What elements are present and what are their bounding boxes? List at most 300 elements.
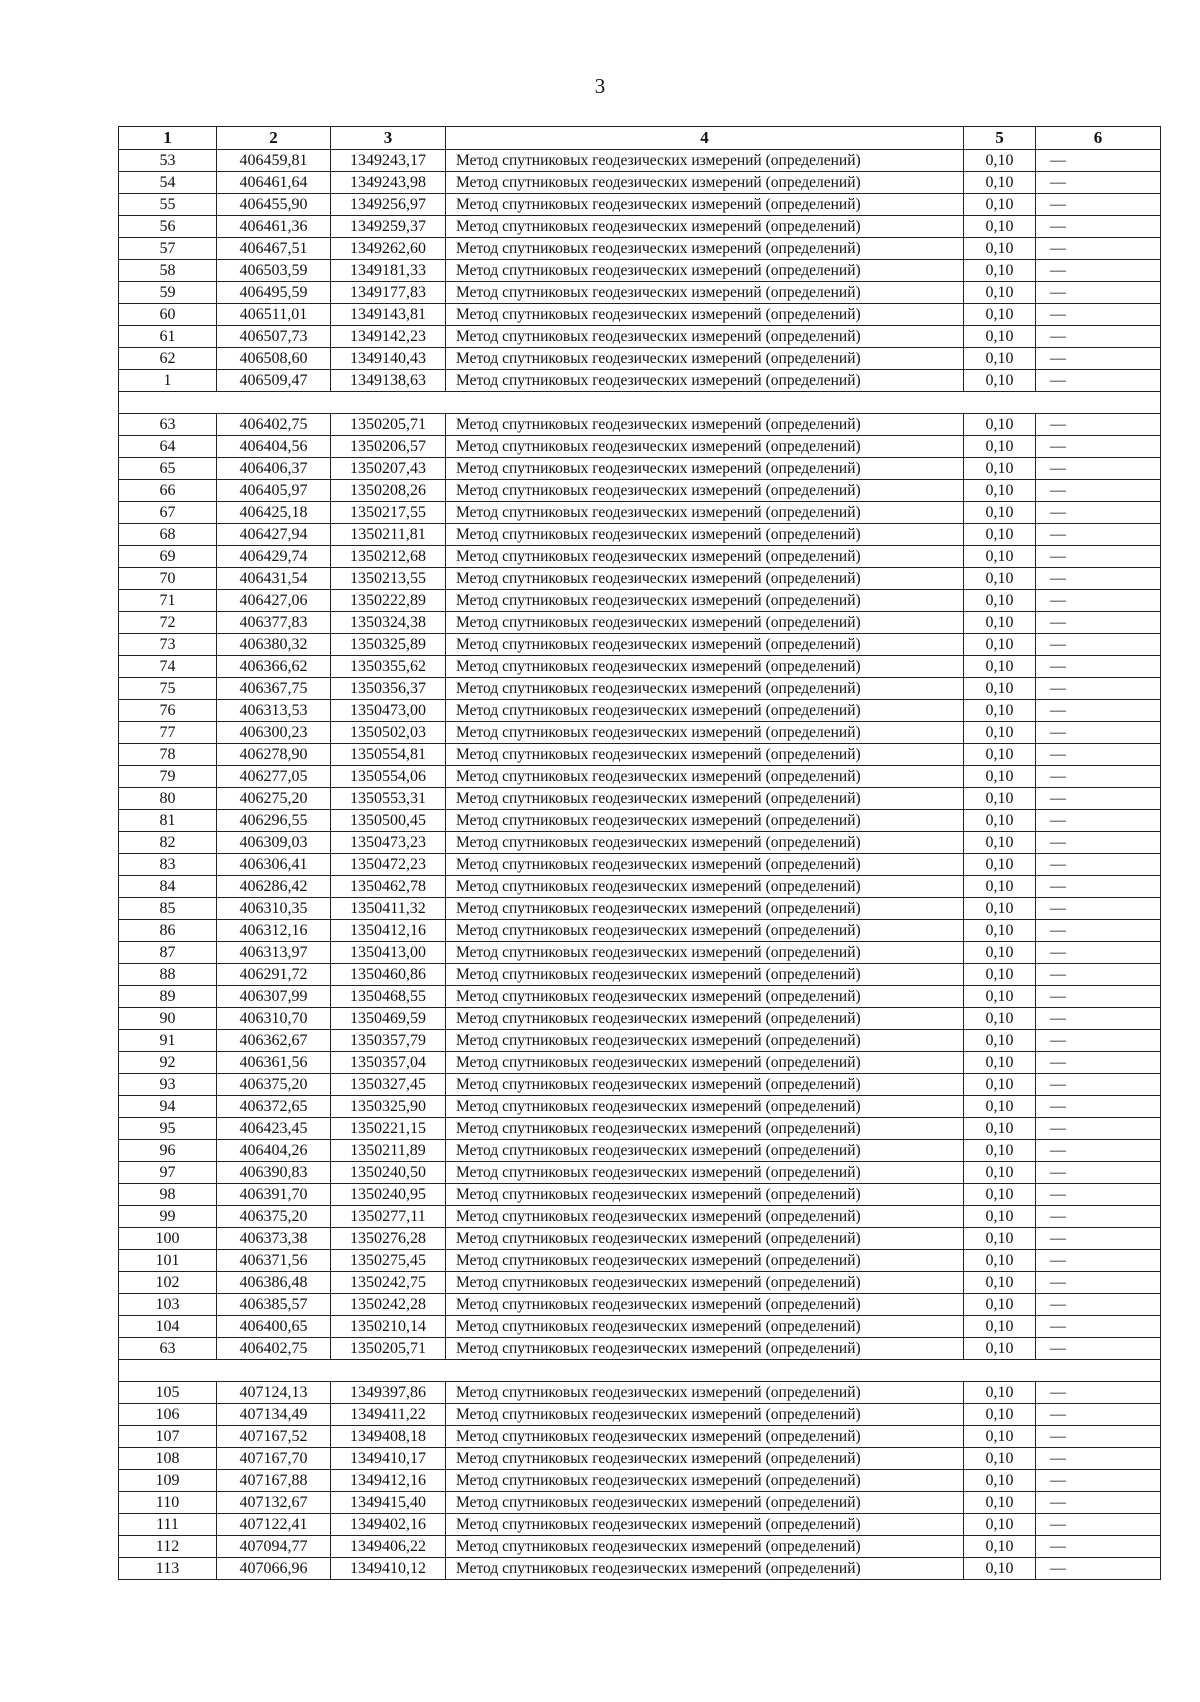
- point-number-cell: 82: [119, 832, 217, 854]
- y-coordinate-cell: 1350240,95: [331, 1184, 446, 1206]
- precision-cell: 0,10: [964, 612, 1036, 634]
- x-coordinate-cell: 406286,42: [217, 876, 331, 898]
- x-coordinate-cell: 406459,81: [217, 150, 331, 172]
- table-row: [119, 1536, 1161, 1558]
- description-cell: —: [1036, 1008, 1161, 1030]
- precision-cell: 0,10: [964, 194, 1036, 216]
- separator-cell: [119, 1360, 1161, 1382]
- precision-cell: 0,10: [964, 920, 1036, 942]
- precision-cell: 0,10: [964, 876, 1036, 898]
- point-number-cell: 76: [119, 700, 217, 722]
- table-row: [119, 1030, 1161, 1052]
- table-row: [119, 172, 1161, 194]
- method-cell: Метод спутниковых геодезических измерений (определений): [446, 304, 964, 326]
- point-number-cell: 75: [119, 678, 217, 700]
- method-cell: Метод спутниковых геодезических измерений (определений): [446, 612, 964, 634]
- y-coordinate-cell: 1349410,17: [331, 1448, 446, 1470]
- method-cell: Метод спутниковых геодезических измерений (определений): [446, 1096, 964, 1118]
- x-coordinate-cell: 406361,56: [217, 1052, 331, 1074]
- precision-cell: 0,10: [964, 1184, 1036, 1206]
- point-number-cell: 89: [119, 986, 217, 1008]
- description-cell: —: [1036, 986, 1161, 1008]
- point-number-cell: 108: [119, 1448, 217, 1470]
- table-row: [119, 1052, 1161, 1074]
- y-coordinate-cell: 1350217,55: [331, 502, 446, 524]
- method-cell: Метод спутниковых геодезических измерений (определений): [446, 1118, 964, 1140]
- precision-cell: 0,10: [964, 788, 1036, 810]
- y-coordinate-cell: 1349142,23: [331, 326, 446, 348]
- method-cell: Метод спутниковых геодезических измерений (определений): [446, 216, 964, 238]
- table-row: [119, 282, 1161, 304]
- point-number-cell: 69: [119, 546, 217, 568]
- point-number-cell: 70: [119, 568, 217, 590]
- method-cell: Метод спутниковых геодезических измерений (определений): [446, 1008, 964, 1030]
- table-row: [119, 920, 1161, 942]
- method-cell: Метод спутниковых геодезических измерений (определений): [446, 898, 964, 920]
- precision-cell: 0,10: [964, 282, 1036, 304]
- precision-cell: 0,10: [964, 260, 1036, 282]
- precision-cell: 0,10: [964, 1294, 1036, 1316]
- method-cell: Метод спутниковых геодезических измерений (определений): [446, 150, 964, 172]
- x-coordinate-cell: 406425,18: [217, 502, 331, 524]
- y-coordinate-cell: 1349243,98: [331, 172, 446, 194]
- method-cell: Метод спутниковых геодезических измерений (определений): [446, 458, 964, 480]
- x-coordinate-cell: 406313,53: [217, 700, 331, 722]
- description-cell: —: [1036, 1426, 1161, 1448]
- table-row: [119, 612, 1161, 634]
- method-cell: Метод спутниковых геодезических измерений (определений): [446, 964, 964, 986]
- method-cell: Метод спутниковых геодезических измерений (определений): [446, 172, 964, 194]
- precision-cell: 0,10: [964, 348, 1036, 370]
- x-coordinate-cell: 406312,16: [217, 920, 331, 942]
- header-col-1: 1: [119, 127, 217, 150]
- method-cell: Метод спутниковых геодезических измерений (определений): [446, 1470, 964, 1492]
- x-coordinate-cell: 407066,96: [217, 1558, 331, 1580]
- table-row: [119, 832, 1161, 854]
- description-cell: —: [1036, 766, 1161, 788]
- x-coordinate-cell: 406431,54: [217, 568, 331, 590]
- y-coordinate-cell: 1349411,22: [331, 1404, 446, 1426]
- y-coordinate-cell: 1350413,00: [331, 942, 446, 964]
- point-number-cell: 1: [119, 370, 217, 392]
- point-number-cell: 71: [119, 590, 217, 612]
- x-coordinate-cell: 406511,01: [217, 304, 331, 326]
- table-row: [119, 766, 1161, 788]
- point-number-cell: 77: [119, 722, 217, 744]
- description-cell: —: [1036, 942, 1161, 964]
- table-row: [119, 876, 1161, 898]
- method-cell: Метод спутниковых геодезических измерений (определений): [446, 1316, 964, 1338]
- x-coordinate-cell: 406404,56: [217, 436, 331, 458]
- x-coordinate-cell: 406503,59: [217, 260, 331, 282]
- table-row: [119, 1140, 1161, 1162]
- precision-cell: 0,10: [964, 1338, 1036, 1360]
- y-coordinate-cell: 1349412,16: [331, 1470, 446, 1492]
- y-coordinate-cell: 1350324,38: [331, 612, 446, 634]
- y-coordinate-cell: 1350275,45: [331, 1250, 446, 1272]
- point-number-cell: 113: [119, 1558, 217, 1580]
- description-cell: —: [1036, 1382, 1161, 1404]
- point-number-cell: 107: [119, 1426, 217, 1448]
- precision-cell: 0,10: [964, 898, 1036, 920]
- point-number-cell: 54: [119, 172, 217, 194]
- precision-cell: 0,10: [964, 1250, 1036, 1272]
- y-coordinate-cell: 1350277,11: [331, 1206, 446, 1228]
- x-coordinate-cell: 406278,90: [217, 744, 331, 766]
- point-number-cell: 85: [119, 898, 217, 920]
- description-cell: —: [1036, 854, 1161, 876]
- y-coordinate-cell: 1350208,26: [331, 480, 446, 502]
- description-cell: —: [1036, 678, 1161, 700]
- table-row: [119, 194, 1161, 216]
- x-coordinate-cell: 406375,20: [217, 1074, 331, 1096]
- description-cell: —: [1036, 590, 1161, 612]
- x-coordinate-cell: 407124,13: [217, 1382, 331, 1404]
- description-cell: —: [1036, 722, 1161, 744]
- description-cell: —: [1036, 414, 1161, 436]
- method-cell: Метод спутниковых геодезических измерений (определений): [446, 1382, 964, 1404]
- x-coordinate-cell: 406373,38: [217, 1228, 331, 1250]
- table-row: [119, 238, 1161, 260]
- table-row: [119, 1338, 1161, 1360]
- precision-cell: 0,10: [964, 370, 1036, 392]
- method-cell: Метод спутниковых геодезических измерений (определений): [446, 194, 964, 216]
- y-coordinate-cell: 1349243,17: [331, 150, 446, 172]
- table-row: [119, 414, 1161, 436]
- table-row: [119, 1228, 1161, 1250]
- y-coordinate-cell: 1350276,28: [331, 1228, 446, 1250]
- precision-cell: 0,10: [964, 1118, 1036, 1140]
- x-coordinate-cell: 406390,83: [217, 1162, 331, 1184]
- method-cell: Метод спутниковых геодезических измерений (определений): [446, 348, 964, 370]
- x-coordinate-cell: 406404,26: [217, 1140, 331, 1162]
- precision-cell: 0,10: [964, 524, 1036, 546]
- method-cell: Метод спутниковых геодезических измерений (определений): [446, 1250, 964, 1272]
- precision-cell: 0,10: [964, 216, 1036, 238]
- table-row: [119, 1316, 1161, 1338]
- method-cell: Метод спутниковых геодезических измерений (определений): [446, 854, 964, 876]
- x-coordinate-cell: 406300,23: [217, 722, 331, 744]
- y-coordinate-cell: 1349406,22: [331, 1536, 446, 1558]
- y-coordinate-cell: 1349408,18: [331, 1426, 446, 1448]
- point-number-cell: 60: [119, 304, 217, 326]
- table-row: [119, 304, 1161, 326]
- description-cell: —: [1036, 1118, 1161, 1140]
- x-coordinate-cell: 406385,57: [217, 1294, 331, 1316]
- x-coordinate-cell: 406429,74: [217, 546, 331, 568]
- precision-cell: 0,10: [964, 1052, 1036, 1074]
- precision-cell: 0,10: [964, 986, 1036, 1008]
- header-col-3: 3: [331, 127, 446, 150]
- method-cell: Метод спутниковых геодезических измерений (определений): [446, 524, 964, 546]
- y-coordinate-cell: 1350222,89: [331, 590, 446, 612]
- point-number-cell: 63: [119, 1338, 217, 1360]
- x-coordinate-cell: 406400,65: [217, 1316, 331, 1338]
- precision-cell: 0,10: [964, 656, 1036, 678]
- method-cell: Метод спутниковых геодезических измерений (определений): [446, 744, 964, 766]
- table-row: [119, 326, 1161, 348]
- method-cell: Метод спутниковых геодезических измерений (определений): [446, 1184, 964, 1206]
- header-row: [119, 127, 1161, 150]
- block-separator-row: [119, 1360, 1161, 1382]
- y-coordinate-cell: 1350240,50: [331, 1162, 446, 1184]
- y-coordinate-cell: 1350411,32: [331, 898, 446, 920]
- y-coordinate-cell: 1350357,79: [331, 1030, 446, 1052]
- y-coordinate-cell: 1350205,71: [331, 414, 446, 436]
- header-col-2: 2: [217, 127, 331, 150]
- coordinates-table: [118, 126, 1161, 1580]
- precision-cell: 0,10: [964, 1404, 1036, 1426]
- point-number-cell: 58: [119, 260, 217, 282]
- description-cell: —: [1036, 1316, 1161, 1338]
- y-coordinate-cell: 1350469,59: [331, 1008, 446, 1030]
- x-coordinate-cell: 406362,67: [217, 1030, 331, 1052]
- method-cell: Метод спутниковых геодезических измерений (определений): [446, 1338, 964, 1360]
- point-number-cell: 59: [119, 282, 217, 304]
- method-cell: Метод спутниковых геодезических измерений (определений): [446, 370, 964, 392]
- x-coordinate-cell: 406306,41: [217, 854, 331, 876]
- description-cell: —: [1036, 436, 1161, 458]
- description-cell: —: [1036, 1404, 1161, 1426]
- precision-cell: 0,10: [964, 1448, 1036, 1470]
- table-row: [119, 634, 1161, 656]
- x-coordinate-cell: 406509,47: [217, 370, 331, 392]
- point-number-cell: 81: [119, 810, 217, 832]
- method-cell: Метод спутниковых геодезических измерений (определений): [446, 920, 964, 942]
- point-number-cell: 105: [119, 1382, 217, 1404]
- point-number-cell: 88: [119, 964, 217, 986]
- x-coordinate-cell: 406406,37: [217, 458, 331, 480]
- precision-cell: 0,10: [964, 810, 1036, 832]
- y-coordinate-cell: 1349402,16: [331, 1514, 446, 1536]
- point-number-cell: 99: [119, 1206, 217, 1228]
- table-row: [119, 1096, 1161, 1118]
- x-coordinate-cell: 406367,75: [217, 678, 331, 700]
- method-cell: Метод спутниковых геодезических измерений (определений): [446, 678, 964, 700]
- x-coordinate-cell: 406366,62: [217, 656, 331, 678]
- point-number-cell: 78: [119, 744, 217, 766]
- method-cell: Метод спутниковых геодезических измерений (определений): [446, 1294, 964, 1316]
- point-number-cell: 95: [119, 1118, 217, 1140]
- table-row: [119, 1426, 1161, 1448]
- precision-cell: 0,10: [964, 700, 1036, 722]
- description-cell: —: [1036, 194, 1161, 216]
- precision-cell: 0,10: [964, 1536, 1036, 1558]
- x-coordinate-cell: 406427,94: [217, 524, 331, 546]
- precision-cell: 0,10: [964, 1074, 1036, 1096]
- y-coordinate-cell: 1350207,43: [331, 458, 446, 480]
- point-number-cell: 106: [119, 1404, 217, 1426]
- description-cell: —: [1036, 876, 1161, 898]
- y-coordinate-cell: 1350212,68: [331, 546, 446, 568]
- method-cell: Метод спутниковых геодезических измерений (определений): [446, 810, 964, 832]
- point-number-cell: 80: [119, 788, 217, 810]
- precision-cell: 0,10: [964, 502, 1036, 524]
- method-cell: Метод спутниковых геодезических измерений (определений): [446, 436, 964, 458]
- y-coordinate-cell: 1350356,37: [331, 678, 446, 700]
- x-coordinate-cell: 406461,36: [217, 216, 331, 238]
- description-cell: —: [1036, 1536, 1161, 1558]
- table-row: [119, 1008, 1161, 1030]
- y-coordinate-cell: 1349259,37: [331, 216, 446, 238]
- point-number-cell: 53: [119, 150, 217, 172]
- method-cell: Метод спутниковых геодезических измерений (определений): [446, 326, 964, 348]
- table-row: [119, 788, 1161, 810]
- y-coordinate-cell: 1350211,81: [331, 524, 446, 546]
- precision-cell: 0,10: [964, 1470, 1036, 1492]
- description-cell: —: [1036, 788, 1161, 810]
- table-row: [119, 854, 1161, 876]
- point-number-cell: 92: [119, 1052, 217, 1074]
- description-cell: —: [1036, 1250, 1161, 1272]
- y-coordinate-cell: 1350473,23: [331, 832, 446, 854]
- x-coordinate-cell: 406310,70: [217, 1008, 331, 1030]
- y-coordinate-cell: 1349397,86: [331, 1382, 446, 1404]
- description-cell: —: [1036, 634, 1161, 656]
- y-coordinate-cell: 1349410,12: [331, 1558, 446, 1580]
- x-coordinate-cell: 406508,60: [217, 348, 331, 370]
- y-coordinate-cell: 1350325,89: [331, 634, 446, 656]
- point-number-cell: 55: [119, 194, 217, 216]
- precision-cell: 0,10: [964, 546, 1036, 568]
- x-coordinate-cell: 406402,75: [217, 1338, 331, 1360]
- table-row: [119, 1448, 1161, 1470]
- precision-cell: 0,10: [964, 326, 1036, 348]
- description-cell: —: [1036, 458, 1161, 480]
- y-coordinate-cell: 1350242,75: [331, 1272, 446, 1294]
- point-number-cell: 67: [119, 502, 217, 524]
- point-number-cell: 97: [119, 1162, 217, 1184]
- table-row: [119, 150, 1161, 172]
- method-cell: Метод спутниковых геодезических измерений (определений): [446, 1492, 964, 1514]
- precision-cell: 0,10: [964, 458, 1036, 480]
- table-row: [119, 370, 1161, 392]
- x-coordinate-cell: 406386,48: [217, 1272, 331, 1294]
- description-cell: —: [1036, 898, 1161, 920]
- y-coordinate-cell: 1350210,14: [331, 1316, 446, 1338]
- description-cell: —: [1036, 348, 1161, 370]
- precision-cell: 0,10: [964, 436, 1036, 458]
- description-cell: —: [1036, 1558, 1161, 1580]
- table-row: [119, 1404, 1161, 1426]
- table-row: [119, 260, 1161, 282]
- precision-cell: 0,10: [964, 304, 1036, 326]
- point-number-cell: 94: [119, 1096, 217, 1118]
- description-cell: —: [1036, 612, 1161, 634]
- description-cell: —: [1036, 700, 1161, 722]
- point-number-cell: 101: [119, 1250, 217, 1272]
- separator-cell: [119, 392, 1161, 414]
- method-cell: Метод спутниковых геодезических измерений (определений): [446, 986, 964, 1008]
- method-cell: Метод спутниковых геодезических измерений (определений): [446, 1030, 964, 1052]
- precision-cell: 0,10: [964, 480, 1036, 502]
- description-cell: —: [1036, 1448, 1161, 1470]
- description-cell: —: [1036, 1140, 1161, 1162]
- precision-cell: 0,10: [964, 1272, 1036, 1294]
- y-coordinate-cell: 1349138,63: [331, 370, 446, 392]
- precision-cell: 0,10: [964, 722, 1036, 744]
- method-cell: Метод спутниковых геодезических измерений (определений): [446, 766, 964, 788]
- point-number-cell: 72: [119, 612, 217, 634]
- description-cell: —: [1036, 1162, 1161, 1184]
- x-coordinate-cell: 406380,32: [217, 634, 331, 656]
- y-coordinate-cell: 1349143,81: [331, 304, 446, 326]
- table-row: [119, 568, 1161, 590]
- x-coordinate-cell: 406275,20: [217, 788, 331, 810]
- description-cell: —: [1036, 326, 1161, 348]
- description-cell: —: [1036, 1492, 1161, 1514]
- y-coordinate-cell: 1350355,62: [331, 656, 446, 678]
- y-coordinate-cell: 1349415,40: [331, 1492, 446, 1514]
- y-coordinate-cell: 1350206,57: [331, 436, 446, 458]
- y-coordinate-cell: 1349177,83: [331, 282, 446, 304]
- x-coordinate-cell: 406467,51: [217, 238, 331, 260]
- description-cell: —: [1036, 656, 1161, 678]
- precision-cell: 0,10: [964, 590, 1036, 612]
- method-cell: Метод спутниковых геодезических измерений (определений): [446, 1448, 964, 1470]
- precision-cell: 0,10: [964, 1030, 1036, 1052]
- y-coordinate-cell: 1350357,04: [331, 1052, 446, 1074]
- description-cell: —: [1036, 920, 1161, 942]
- point-number-cell: 63: [119, 414, 217, 436]
- point-number-cell: 112: [119, 1536, 217, 1558]
- table-row: [119, 810, 1161, 832]
- method-cell: Метод спутниковых геодезических измерений (определений): [446, 1426, 964, 1448]
- table-row: [119, 458, 1161, 480]
- description-cell: —: [1036, 238, 1161, 260]
- y-coordinate-cell: 1350327,45: [331, 1074, 446, 1096]
- table-row: [119, 1118, 1161, 1140]
- description-cell: —: [1036, 1272, 1161, 1294]
- point-number-cell: 104: [119, 1316, 217, 1338]
- table-row: [119, 678, 1161, 700]
- precision-cell: 0,10: [964, 1382, 1036, 1404]
- precision-cell: 0,10: [964, 1492, 1036, 1514]
- y-coordinate-cell: 1349140,43: [331, 348, 446, 370]
- method-cell: Метод спутниковых геодезических измерений (определений): [446, 590, 964, 612]
- description-cell: —: [1036, 1074, 1161, 1096]
- table-row: [119, 1074, 1161, 1096]
- point-number-cell: 98: [119, 1184, 217, 1206]
- x-coordinate-cell: 406461,64: [217, 172, 331, 194]
- method-cell: Метод спутниковых геодезических измерений (определений): [446, 1558, 964, 1580]
- header-col-4: 4: [446, 127, 964, 150]
- table-row: [119, 1558, 1161, 1580]
- y-coordinate-cell: 1350554,06: [331, 766, 446, 788]
- x-coordinate-cell: 407167,88: [217, 1470, 331, 1492]
- precision-cell: 0,10: [964, 1162, 1036, 1184]
- x-coordinate-cell: 406296,55: [217, 810, 331, 832]
- method-cell: Метод спутниковых геодезических измерений (определений): [446, 634, 964, 656]
- y-coordinate-cell: 1350472,23: [331, 854, 446, 876]
- point-number-cell: 65: [119, 458, 217, 480]
- method-cell: Метод спутниковых геодезических измерений (определений): [446, 260, 964, 282]
- point-number-cell: 111: [119, 1514, 217, 1536]
- description-cell: —: [1036, 1184, 1161, 1206]
- table-row: [119, 348, 1161, 370]
- point-number-cell: 91: [119, 1030, 217, 1052]
- table-row: [119, 546, 1161, 568]
- table-row: [119, 1514, 1161, 1536]
- x-coordinate-cell: 406405,97: [217, 480, 331, 502]
- precision-cell: 0,10: [964, 766, 1036, 788]
- method-cell: Метод спутниковых геодезических измерений (определений): [446, 502, 964, 524]
- point-number-cell: 96: [119, 1140, 217, 1162]
- point-number-cell: 62: [119, 348, 217, 370]
- method-cell: Метод спутниковых геодезических измерений (определений): [446, 832, 964, 854]
- precision-cell: 0,10: [964, 832, 1036, 854]
- method-cell: Метод спутниковых геодезических измерений (определений): [446, 700, 964, 722]
